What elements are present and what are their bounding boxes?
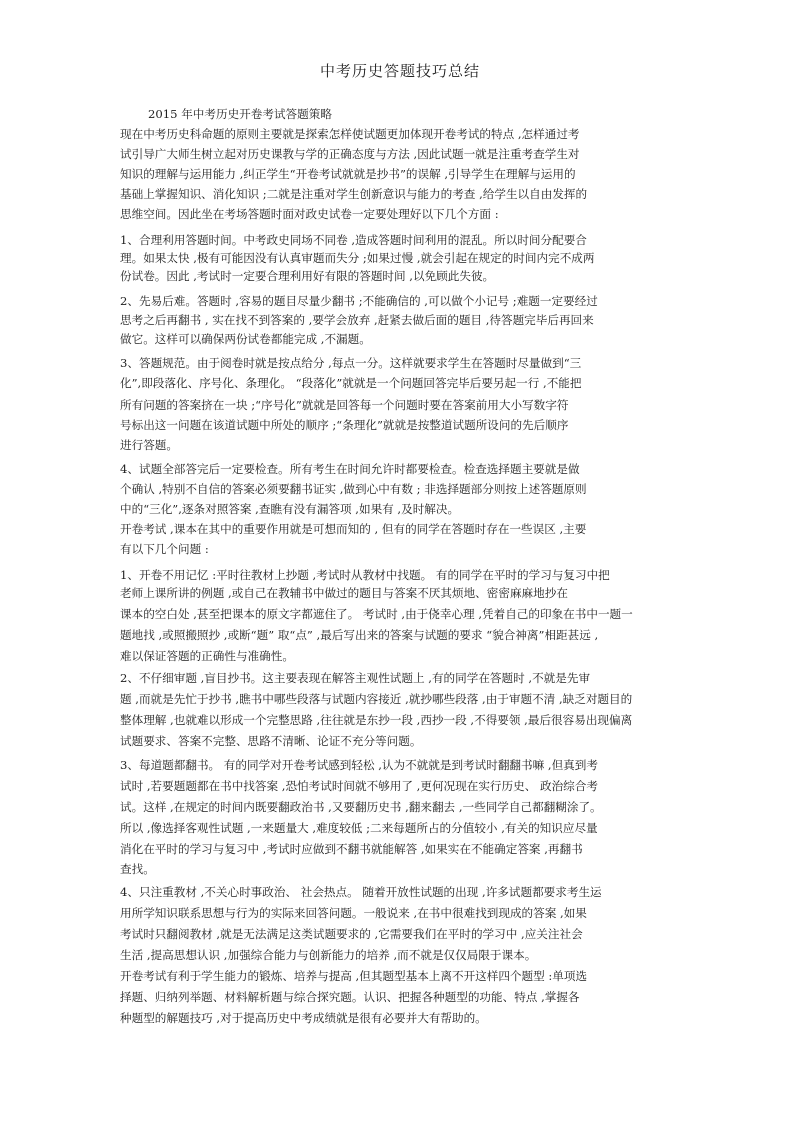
text-line: 开卷考试 ,课本在其中的重要作用就是可想而知的 , 但有的同学在答题时存在一些误区 ,主要 xyxy=(120,522,587,536)
text-line: 消化在平时的学习与复习中 ,考试时应做到不翻书就能解答 ,如果实在不能确定答案 ,再翻书 xyxy=(120,842,583,856)
text-line: 基础上掌握知识、消化知识 ;二就是注重对学生创新意识与能力的考查 ,给学生以自由发挥的 xyxy=(120,187,588,201)
text-line: 试题要求、答案不完整、思路不清晰、论证不充分等问题。 xyxy=(120,734,422,748)
text-line: 4、只注重教材 ,不关心时事政治、 社会热点。 随着开放性试题的出现 ,许多试题都要求考生运 xyxy=(120,885,602,899)
text-line-subtitle: 2015 年中考历史开卷考试答题策略 xyxy=(148,107,332,121)
text-line: 号标出这一问题在该道试题中所处的顺序 ;“条理化”就就是按整道试题所设问的先后顺序 xyxy=(120,418,569,432)
text-line: 生活 ,提高思想认识 ,加强综合能力与创新能力的培养 ,而不就是仅仅局限于课本。 xyxy=(120,948,537,962)
text-line: 3、答题规范。由于阅卷时就是按点给分 ,每点一分。这样就要求学生在答题时尽量做到“三 xyxy=(120,356,582,370)
text-line: 3、每道题都翻书。 有的同学对开卷考试感到轻松 ,认为不就就是到考试时翻翻书嘛 ,但真到考 xyxy=(120,758,598,772)
text-line: 查找。 xyxy=(120,862,155,876)
text-line: 考试时只翻阅教材 ,就是无法满足这类试题要求的 ,它需要我们在平时的学习中 ,应关注社会 xyxy=(120,927,583,941)
text-line: 题 ,而就是先忙于抄书 ,瞧书中哪些段落与试题内容接近 ,就抄哪些段落 ,由于审题不清 ,缺乏对题目的 xyxy=(120,692,633,706)
text-line: 所有问题的答案挤在一块 ;“序号化”就就是回答每一个问题时要在答案前用大小写数字符 xyxy=(120,398,569,412)
text-line: 理。如果太快 ,极有可能因没有认真审题而失分 ;如果过慢 ,就会引起在规定的时间内完不成两 xyxy=(120,251,595,265)
text-line: 所以 ,像选择客观性试题 ,一来题量大 ,难度较低 ;二来每题所占的分值较小 ,有关的知识应尽量 xyxy=(120,821,598,835)
text-line: 有以下几个问题 : xyxy=(120,542,209,556)
text-line: 择题、归纳列举题、材料解析题与综合探究题。认识、把握各种题型的功能、特点 ,掌握各 xyxy=(120,990,580,1004)
text-line: 2、不仔细审题 ,盲目抄书。这主要表现在解答主观性试题上 ,有的同学在答题时 ,不就是先审 xyxy=(120,671,591,685)
text-line: 开卷考试有利于学生能力的锻炼、培养与提高 ,但其题型基本上离不开这样四个题型 :单项选 xyxy=(120,969,588,983)
text-line: 份试卷。因此 ,考试时一定要合理利用好有限的答题时间 ,以免顾此失彼。 xyxy=(120,269,495,283)
text-line: 化”,即段落化、序号化、条理化。 “段落化”就就是一个问题回答完毕后要另起一行 ,不能把 xyxy=(120,376,582,390)
text-line: 1、开卷不用记忆 :平时往教材上抄题 ,考试时从教材中找题。 有的同学在平时的学习与复习中把 xyxy=(120,568,610,582)
text-line: 试时 ,若要题题都在书中找答案 ,恐怕考试时间就不够用了 ,更何况现在实行历史、 政治综合考 xyxy=(120,779,598,793)
document-title: 中考历史答题技巧总结 xyxy=(319,62,480,80)
text-line: 4、试题全部答完后一定要检查。所有考生在时间允许时都要检查。检查选择题主要就是做 xyxy=(120,462,580,476)
text-line: 2、先易后难。答题时 ,容易的题目尽量少翻书 ;不能确信的 ,可以做个小记号 ;难题一定要经过 xyxy=(120,294,598,308)
text-line: 1、合理利用答题时间。中考政史同场不同卷 ,造成答题时间利用的混乱。所以时间分配要合 xyxy=(120,233,587,247)
text-line: 难以保证答题的正确性与准确性。 xyxy=(120,649,294,663)
text-line: 整体理解 ,也就难以形成一个完整思路 ,往往就是东抄一段 ,西抄一段 ,不得要领 ,最后很容易出现偏离 xyxy=(120,713,633,727)
text-line: 思考之后再翻书 , 实在找不到答案的 ,要学会放弃 ,赶紧去做后面的题目 ,待答题完毕后再回来 xyxy=(120,313,594,327)
text-line: 思维空间。因此坐在考场答题时面对政史试卷一定要处理好以下几个方面 : xyxy=(120,207,499,221)
text-line: 试。这样 ,在规定的时间内既要翻政治书 ,又要翻历史书 ,翻来翻去 ,一些同学自己都翻糊涂了。 xyxy=(120,800,602,814)
text-line: 中的“三化”,逐条对照答案 ,查瞧有没有漏答项 ,如果有 ,及时解决。 xyxy=(120,502,460,516)
text-line: 进行答题。 xyxy=(120,438,178,452)
text-line: 题地找 ,或照搬照抄 ,或断“题” 取“点” ,最后写出来的答案与试题的要求 “貌合神离”相距甚远 , xyxy=(120,628,599,642)
text-line: 知识的理解与运用能力 ,纠正学生“开卷考试就就是抄书”的误解 ,引导学生在理解与运用的 xyxy=(120,167,576,181)
text-line: 种题型的解题技巧 ,对于提高历史中考成绩就是很有必要并大有帮助的。 xyxy=(120,1011,487,1025)
text-line: 做它。这样可以确保两份试卷都能完成 ,不漏题。 xyxy=(120,332,371,346)
text-line: 个确认 ,特别不自信的答案必须要翻书证实 ,做到心中有数 ; 非选择题部分则按上述答题原则 xyxy=(120,482,587,496)
text-line: 课本的空白处 ,甚至把课本的原文字都遮住了。 考试时 ,由于侥幸心理 ,凭着自己的印象在书中一题一 xyxy=(120,607,633,621)
text-line: 现在中考历史科命题的原则主要就是探索怎样使试题更加体现开卷考试的特点 ,怎样通过考 xyxy=(120,127,580,141)
text-line: 老师上课所讲的例题 ,或自己在教辅书中做过的题目与答案不厌其烦地、密密麻麻地抄在 xyxy=(120,586,568,600)
text-line: 试引导广大师生树立起对历史课教与学的正确态度与方法 ,因此试题一就是注重考查学生对 xyxy=(120,147,580,161)
text-line: 用所学知识联系思想与行为的实际来回答问题。一般说来 ,在书中很难找到现成的答案 ,如果 xyxy=(120,906,587,920)
